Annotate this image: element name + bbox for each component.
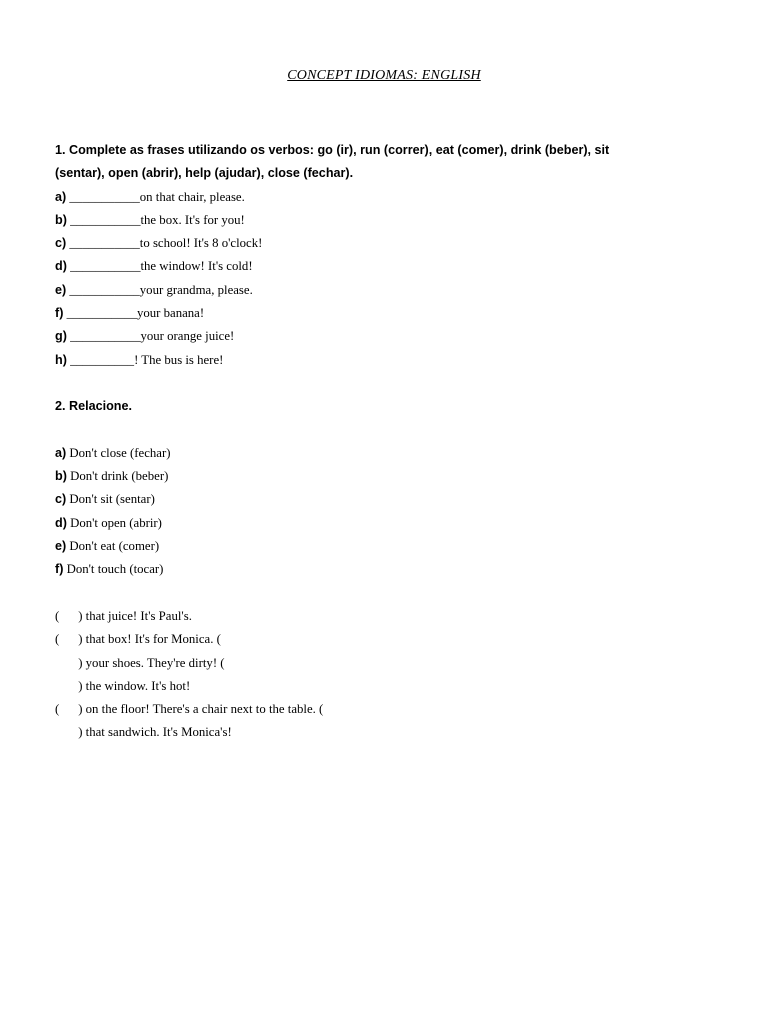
option-label: f) (55, 562, 64, 577)
option-text: Don't open (abrir) (66, 515, 162, 530)
exercise-2-option-a (55, 442, 715, 465)
match-text: ) that juice! It's Paul's. (75, 608, 192, 623)
item-text: ___________the window! It's cold! (66, 259, 253, 274)
exercise-2-option-e (55, 535, 715, 558)
document-title: CONCEPT IDIOMAS: ENGLISH (287, 68, 481, 83)
exercise-2-option-c (55, 488, 715, 511)
match-open-paren: ( (55, 632, 60, 647)
item-label: a) (55, 189, 67, 204)
item-text: ___________to school! It's 8 o'clock! (66, 236, 263, 251)
option-text: Don't sit (sentar) (66, 492, 155, 507)
option-text: Don't close (fechar) (66, 445, 171, 460)
match-text: ) that box! It's for Monica. ( (75, 632, 221, 647)
option-text: Don't drink (beber) (66, 469, 169, 484)
item-text: ___________your banana! (63, 306, 205, 321)
option-label: e) (55, 539, 67, 554)
option-label: c) (55, 492, 67, 507)
spacer (55, 582, 715, 605)
item-text: ___________on that chair, please. (66, 189, 245, 204)
item-text: ___________the box. It's for you! (66, 212, 245, 227)
option-text: Don't touch (tocar) (63, 562, 164, 577)
item-label: e) (55, 282, 67, 297)
item-text: ___________your orange juice! (66, 329, 235, 344)
spacer (55, 372, 715, 395)
match-text: ) your shoes. They're dirty! ( (75, 655, 225, 670)
exercise-1-item-f (55, 302, 715, 325)
exercise-1-item-e (55, 279, 715, 302)
document-body (55, 139, 715, 745)
match-text: ) the window. It's hot! (75, 678, 191, 693)
exercise-2-option-b (55, 465, 715, 488)
exercise-2-match-2 (55, 628, 715, 651)
exercise-2-match-5 (55, 698, 715, 721)
item-label: c) (55, 236, 67, 251)
match-text: ) on the floor! There's a chair next to the table. ( (75, 702, 324, 717)
exercise-2-option-d (55, 512, 715, 535)
item-text: __________! The bus is here! (66, 352, 224, 367)
exercise-2-match-3 (55, 652, 715, 675)
exercise-2-match-4 (55, 675, 715, 698)
item-label: h) (55, 352, 67, 367)
option-label: b) (55, 469, 67, 484)
item-label: g) (55, 329, 67, 344)
match-open-paren: ( (55, 702, 60, 717)
exercise-2-option-f (55, 558, 715, 581)
option-label: d) (55, 515, 67, 530)
item-label: d) (55, 259, 67, 274)
match-open-paren: ( (55, 608, 60, 623)
exercise-2-match-1 (55, 605, 715, 628)
option-label: a) (55, 445, 67, 460)
exercise-2-heading: 2. Relacione. (55, 399, 132, 414)
exercise-1-item-b (55, 209, 715, 232)
option-text: Don't eat (comer) (66, 539, 160, 554)
item-label: b) (55, 212, 67, 227)
exercise-1-item-a (55, 186, 715, 209)
exercise-2-match-6 (55, 721, 715, 744)
exercise-1-item-h (55, 349, 715, 372)
exercise-1-item-d (55, 255, 715, 278)
exercise-1-item-c (55, 232, 715, 255)
item-label: f) (55, 306, 64, 321)
item-text: ___________your grandma, please. (66, 282, 253, 297)
exercise-1-heading-line-2: (sentar), open (abrir), help (ajudar), close (fechar). (55, 166, 354, 181)
match-text: ) that sandwich. It's Monica's! (75, 725, 232, 740)
exercise-1-item-g (55, 325, 715, 348)
spacer (55, 419, 715, 442)
exercise-1-heading-line-1: 1. Complete as frases utilizando os verbos: go (ir), run (correr), eat (comer), drink (beber), sit (55, 143, 610, 157)
